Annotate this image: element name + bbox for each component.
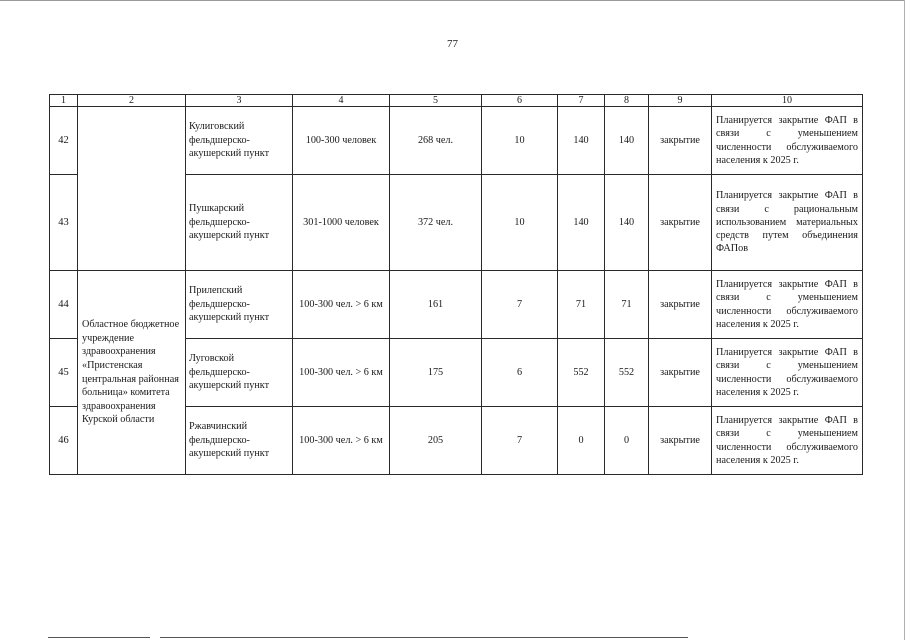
table-row — [50, 271, 863, 339]
population-count: 268 чел. — [390, 107, 482, 175]
population-count: 161 — [390, 271, 482, 339]
fap-name: Пушкарский фельдшерско-акушерский пункт — [186, 175, 293, 271]
action-cell: закрытие — [649, 271, 712, 339]
note-cell: Планируется закрытие ФАП в связи с уменьшением численности обслуживаемого населения к 2025 г. — [712, 271, 863, 339]
action-cell: закрытие — [649, 339, 712, 407]
population-range: 100-300 чел. > 6 км — [293, 407, 390, 475]
header-cell: 8 — [605, 95, 649, 107]
fap-name: Ржавчинский фельдшерско-акушерский пункт — [186, 407, 293, 475]
population-range: 301-1000 человек — [293, 175, 390, 271]
row-number: 44 — [50, 271, 78, 339]
footer-rule — [48, 637, 688, 638]
page-number: 77 — [447, 38, 458, 50]
header-cell: 10 — [712, 95, 863, 107]
note-cell: Планируется закрытие ФАП в связи с уменьшением численности обслуживаемого населения к 2025 г. — [712, 407, 863, 475]
note-cell: Планируется закрытие ФАП в связи с уменьшением численности обслуживаемого населения к 2025 г. — [712, 339, 863, 407]
population-count: 175 — [390, 339, 482, 407]
header-cell: 2 — [78, 95, 186, 107]
table-header-row — [50, 95, 863, 107]
table-row — [50, 107, 863, 175]
row-number: 42 — [50, 107, 78, 175]
col8-value: 552 — [605, 339, 649, 407]
note-cell: Планируется закрытие ФАП в связи с рациональным использованием материальных средств путем объединения ФАПов — [712, 175, 863, 271]
population-range: 100-300 чел. > 6 км — [293, 271, 390, 339]
header-cell: 4 — [293, 95, 390, 107]
header-cell: 1 — [50, 95, 78, 107]
col8-value: 0 — [605, 407, 649, 475]
population-count: 372 чел. — [390, 175, 482, 271]
population-count: 205 — [390, 407, 482, 475]
fap-name: Кулиговский фельдшерско-акушерский пункт — [186, 107, 293, 175]
row-number: 43 — [50, 175, 78, 271]
fap-name: Луговской фельдшерско-акушерский пункт — [186, 339, 293, 407]
col8-value: 71 — [605, 271, 649, 339]
col6-value: 7 — [482, 271, 558, 339]
col7-value: 71 — [558, 271, 605, 339]
col6-value: 7 — [482, 407, 558, 475]
header-cell: 7 — [558, 95, 605, 107]
scan-top-edge — [0, 0, 905, 1]
note-cell: Планируется закрытие ФАП в связи с уменьшением численности обслуживаемого населения к 2025 г. — [712, 107, 863, 175]
col8-value: 140 — [605, 107, 649, 175]
col6-value: 10 — [482, 107, 558, 175]
header-cell: 5 — [390, 95, 482, 107]
col7-value: 140 — [558, 175, 605, 271]
col7-value: 552 — [558, 339, 605, 407]
organization-cell: Областное бюджетное учреждение здравоохранения «Пристенская центральная районная больница» комитета здравоохранения Курской области — [78, 271, 186, 475]
col6-value: 6 — [482, 339, 558, 407]
col7-value: 0 — [558, 407, 605, 475]
header-cell: 9 — [649, 95, 712, 107]
action-cell: закрытие — [649, 175, 712, 271]
population-range: 100-300 человек — [293, 107, 390, 175]
row-number: 45 — [50, 339, 78, 407]
header-cell: 3 — [186, 95, 293, 107]
fap-name: Прилепский фельдшерско-акушерский пункт — [186, 271, 293, 339]
col7-value: 140 — [558, 107, 605, 175]
header-cell: 6 — [482, 95, 558, 107]
fap-table — [49, 94, 863, 475]
col8-value: 140 — [605, 175, 649, 271]
col6-value: 10 — [482, 175, 558, 271]
organization-cell — [78, 107, 186, 271]
footer-rule-gap — [150, 637, 160, 638]
action-cell: закрытие — [649, 407, 712, 475]
action-cell: закрытие — [649, 107, 712, 175]
population-range: 100-300 чел. > 6 км — [293, 339, 390, 407]
row-number: 46 — [50, 407, 78, 475]
